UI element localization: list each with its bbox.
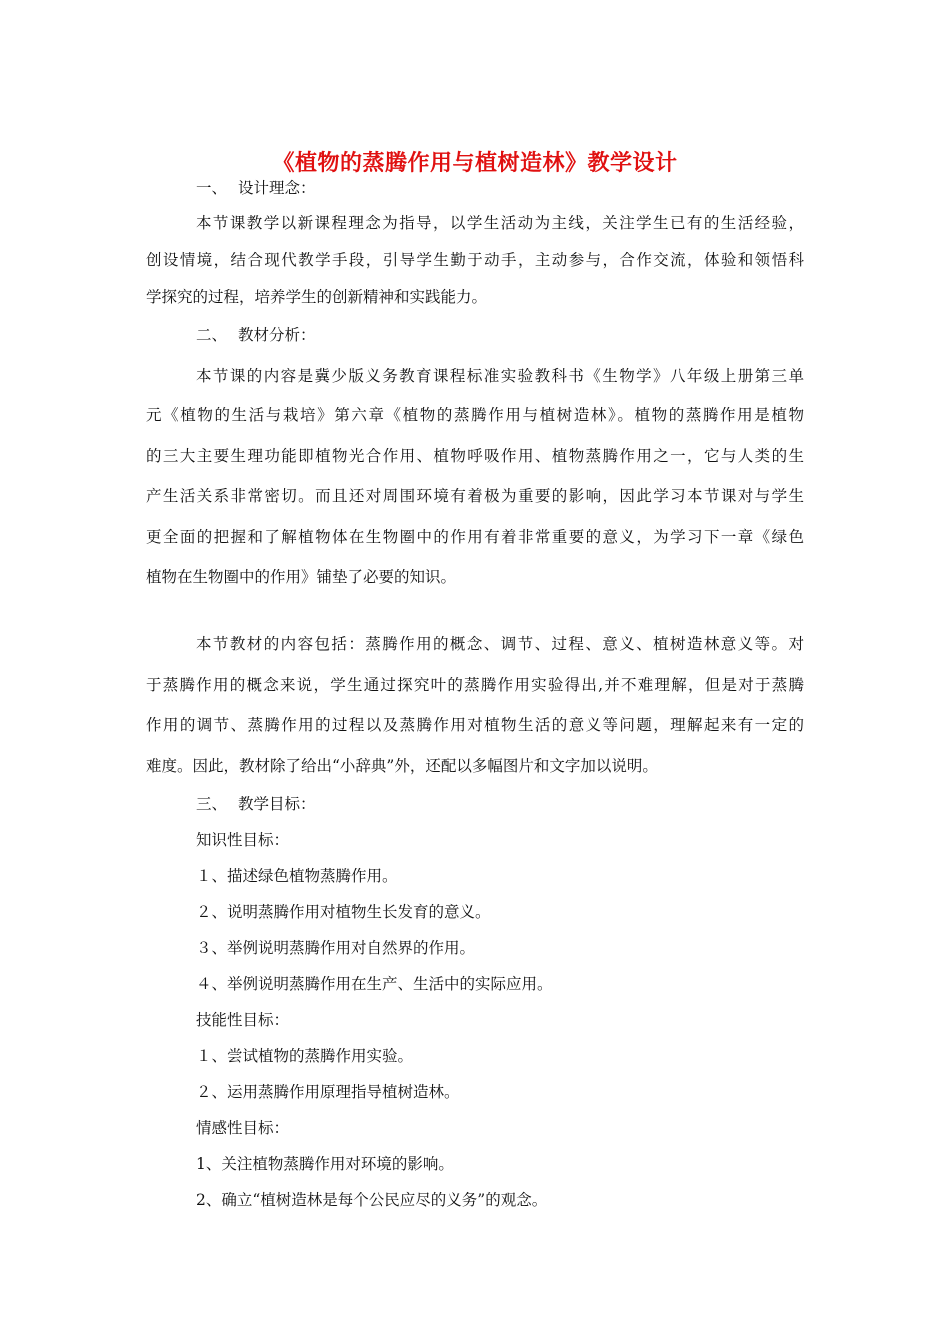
list-item: ４、举例说明蒸腾作用在生产、生活中的实际应用。: [196, 975, 553, 993]
paragraph-line: 学探究的过程，培养学生的创新精神和实践能力。: [146, 288, 488, 306]
list-item: １、描述绿色植物蒸腾作用。: [196, 867, 398, 885]
list-item: １、尝试植物的蒸腾作用实验。: [196, 1047, 414, 1065]
section-number: 三、: [196, 795, 228, 813]
section-number: 二、: [196, 326, 228, 344]
paragraph-line: 于蒸腾作用的概念来说，学生通过探究叶的蒸腾作用实验得出,并不难理解，但是对于蒸腾: [146, 676, 804, 694]
section-heading-text: 教学目标：: [238, 795, 316, 813]
list-item: ３、举例说明蒸腾作用对自然界的作用。: [196, 939, 476, 957]
paragraph-line: 的三大主要生理功能即植物光合作用、植物呼吸作用、植物蒸腾作用之一，它与人类的生: [146, 447, 804, 465]
paragraph-line: 本节教材的内容包括：蒸腾作用的概念、调节、过程、意义、植树造林意义等。对: [196, 635, 804, 653]
section-heading-text: 教材分析：: [238, 326, 316, 344]
list-item: ２、说明蒸腾作用对植物生长发育的意义。: [196, 903, 491, 921]
section-heading-material-analysis: [196, 325, 316, 345]
paragraph-line: 创设情境，结合现代教学手段，引导学生勤于动手，主动参与，合作交流，体验和领悟科: [146, 251, 804, 269]
paragraph-line: 产生活关系非常密切。而且还对周围环境有着极为重要的影响，因此学习本节课对与学生: [146, 487, 804, 505]
paragraph-line: 本节课教学以新课程理念为指导，以学生活动为主线，关注学生已有的生活经验，: [196, 214, 804, 232]
paragraph-line: 更全面的把握和了解植物体在生物圈中的作用有着非常重要的意义，为学习下一章《绿色: [146, 528, 804, 546]
list-item: ２、运用蒸腾作用原理指导植树造林。: [196, 1083, 460, 1101]
section-heading-design-concept: [196, 178, 316, 198]
section-number: 一、: [196, 179, 228, 197]
subheading-skill-goals: 技能性目标：: [196, 1011, 290, 1029]
list-item: 1、关注植物蒸腾作用对环境的影响。: [196, 1155, 454, 1173]
subheading-emotion-goals: 情感性目标：: [196, 1119, 290, 1137]
paragraph-line: 元《植物的生活与栽培》第六章《植物的蒸腾作用与植树造林》。植物的蒸腾作用是植物: [146, 406, 804, 424]
paragraph-line: 难度。因此，教材除了给出“小辞典”外，还配以多幅图片和文字加以说明。: [146, 757, 658, 775]
list-item: 2、确立“植树造林是每个公民应尽的义务”的观念。: [196, 1191, 548, 1209]
paragraph-line: 本节课的内容是冀少版义务教育课程标准实验教科书《生物学》八年级上册第三单: [196, 367, 804, 385]
paragraph-line: 植物在生物圈中的作用》铺垫了必要的知识。: [146, 568, 457, 586]
section-heading-teaching-goals: [196, 794, 316, 814]
paragraph-line: 作用的调节、蒸腾作用的过程以及蒸腾作用对植物生活的意义等问题，理解起来有一定的: [146, 716, 804, 734]
document-title: 《植物的蒸腾作用与植树造林》教学设计: [272, 151, 678, 176]
section-heading-text: 设计理念：: [238, 179, 316, 197]
subheading-knowledge-goals: 知识性目标：: [196, 831, 290, 849]
